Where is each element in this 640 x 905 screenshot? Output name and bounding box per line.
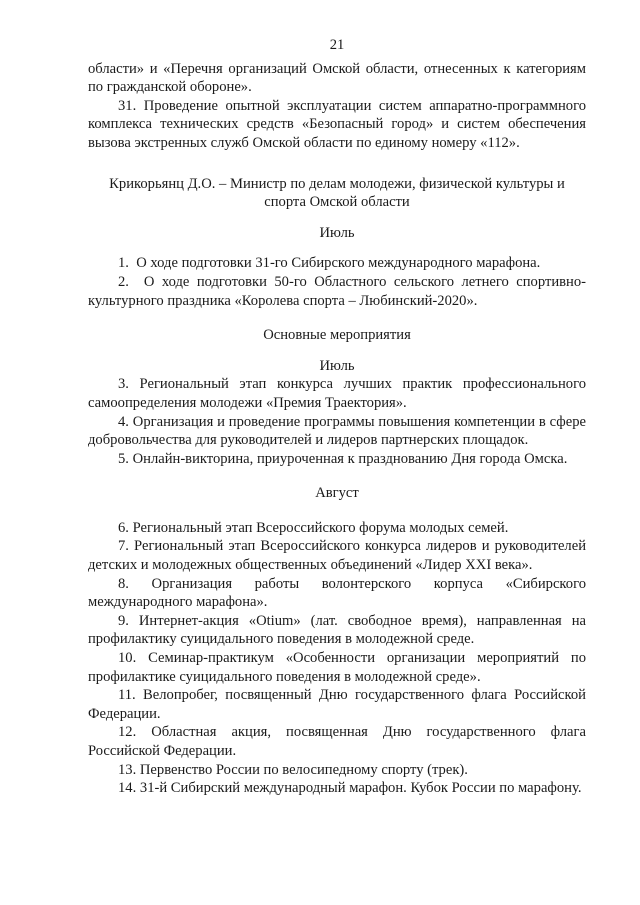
list-item-2: 2. О ходе подготовки 50-го Областного сельского летнего спортивно-культурного праздника «Королева спорта – Любинский-2020». xyxy=(88,273,586,309)
list-item-11: 11. Велопробег, посвященный Дню государственного флага Российской Федерации. xyxy=(88,687,586,722)
month-heading-july: Июль xyxy=(319,224,355,241)
paragraph-continued: области» и «Перечня организаций Омской области, отнесенных к категориям по гражданской обороне». xyxy=(88,60,586,96)
document-page xyxy=(88,36,586,798)
list-item-10: 10. Семинар-практикум «Особенности организации мероприятий по профилактике суицидального поведения в молодежной среде». xyxy=(88,650,586,685)
list-item-13: 13. Первенство России по велосипедному спорту (трек). xyxy=(118,761,468,778)
page-number: 21 xyxy=(329,37,345,53)
official-heading: Крикорьянц Д.О. – Министр по делам молодежи, физической культуры и спорта Омской области xyxy=(109,175,565,211)
list-item-6: 6. Региональный этап Всероссийского форума молодых семей. xyxy=(118,519,509,536)
list-item-9: 9. Интернет-акция «Otium» (лат. свободное время), направленная на профилактику суицидального поведения в молодежной среде. xyxy=(88,612,586,648)
main-events-heading: Основные мероприятия xyxy=(263,327,411,344)
list-item-4: 4. Организация и проведение программы повышения компетенции в сфере добровольчества для руководителей и лидеров партнерских площадок. xyxy=(88,413,586,449)
list-item-8: 8. Организация работы волонтерского корпуса «Сибирского международного марафона». xyxy=(88,575,586,611)
month-heading-august: Август xyxy=(315,485,359,502)
month-heading-july-2: Июль xyxy=(319,357,355,374)
list-item-14: 14. 31-й Сибирский международный марафон. Кубок России по марафону. xyxy=(118,780,582,797)
list-item-5: 5. Онлайн-викторина, приуроченная к празднованию Дня города Омска. xyxy=(118,450,568,467)
list-item-1: 1. О ходе подготовки 31-го Сибирского международного марафона. xyxy=(118,255,541,272)
paragraph-item-31: 31. Проведение опытной эксплуатации систем аппаратно-программного комплекса технических средств «Безопасный город» и систем обеспечения вызова экстренных служб Омской области по единому номеру «112». xyxy=(88,97,586,151)
list-item-3: 3. Региональный этап конкурса лучших практик профессионального самоопределения молодежи «Премия Траектория». xyxy=(88,376,586,411)
list-item-7: 7. Региональный этап Всероссийского конкурса лидеров и руководителей детских и молодежных общественных объединений «Лидер XXI века». xyxy=(88,538,586,574)
list-item-12: 12. Областная акция, посвященная Дню государственного флага Российской Федерации. xyxy=(88,724,586,759)
